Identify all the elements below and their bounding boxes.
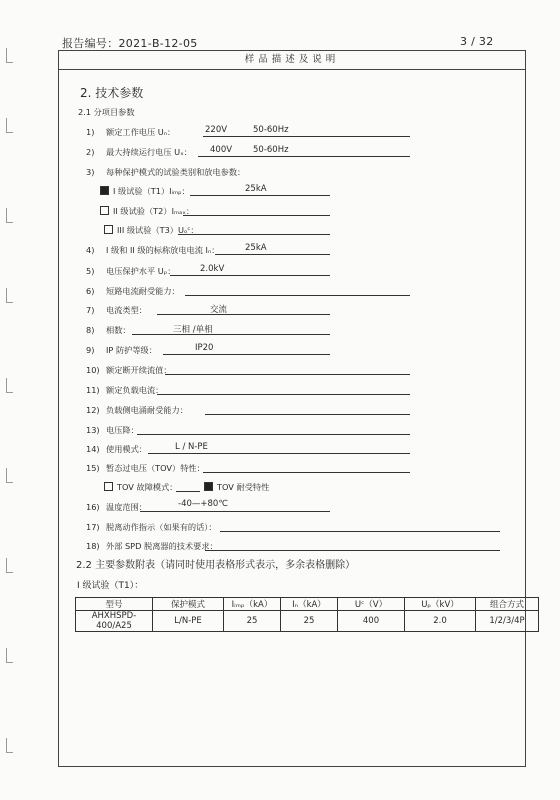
item-number: 1): [86, 127, 95, 137]
table-cell: AHXHSPD-400/A25: [76, 611, 153, 632]
table-header: Uᶜ（V）: [338, 598, 405, 611]
tov-option-label: TOV 耐受特性: [217, 482, 270, 492]
item-number: 18): [86, 541, 100, 551]
margin-mark: [6, 738, 13, 753]
table-cell: 2.0: [405, 611, 476, 632]
item-label: 温度范围：: [106, 502, 147, 512]
item-label: I 级和 II 级的标称放电电流 Iₙ：: [106, 245, 220, 255]
table-header: Uₚ（kV）: [405, 598, 476, 611]
item-label: 电流类型：: [106, 305, 147, 315]
item-value: 交流: [210, 305, 228, 315]
item-number: 11): [86, 385, 100, 395]
table-cell: L/N-PE: [153, 611, 224, 632]
fill-line: [198, 156, 410, 157]
fill-line: [137, 434, 410, 435]
margin-mark: [6, 648, 13, 663]
item-value: 400V: [210, 145, 233, 155]
item-label: 每种保护模式的试验类别和放电参数：: [106, 167, 246, 177]
item-label: 额定负载电流：: [106, 385, 164, 395]
fill-line: [203, 472, 410, 473]
item-label: IP 防护等级：: [106, 345, 157, 355]
item-label: 最大持续运行电压 Uₓ：: [106, 147, 192, 157]
fill-line: [185, 295, 410, 296]
tov-option-label: TOV 故障模式：: [117, 482, 178, 492]
fill-line: [220, 531, 500, 532]
item-label: 额定断开续流值：: [106, 365, 172, 375]
fill-line: [170, 275, 330, 276]
item-value: L / N-PE: [175, 442, 208, 452]
checkbox-checked-icon: [100, 186, 109, 195]
fill-line: [140, 511, 330, 512]
item-label: 脱离动作指示（如果有的话）：: [106, 522, 217, 532]
item-number: 6): [86, 286, 95, 296]
parameter-table: [75, 597, 539, 632]
item-number: 4): [86, 245, 95, 255]
report-number: 报告编号：2021-B-12-05: [62, 37, 198, 50]
item-number: 14): [86, 444, 100, 454]
test-class-label: I 级试验（T1）Iᵢₘₚ：: [113, 186, 190, 196]
table-header-row: [76, 598, 539, 611]
checkbox-unchecked-icon: [104, 225, 113, 234]
page-number: 3 / 32: [460, 35, 494, 48]
fill-line: [165, 374, 410, 375]
fill-line: [176, 491, 200, 492]
item-number: 17): [86, 522, 100, 532]
table-cell: 25: [281, 611, 338, 632]
item-label: 相数：: [106, 325, 131, 335]
table-cell: 1/2/3/4P: [476, 611, 539, 632]
item-number: 8): [86, 325, 95, 335]
item-label: 外部 SPD 脱离器的技术要求：: [106, 541, 218, 551]
table-cell: 400: [338, 611, 405, 632]
fill-line: [163, 354, 330, 355]
margin-mark: [6, 208, 13, 223]
fill-line: [132, 334, 330, 335]
fill-line: [148, 453, 410, 454]
item-value: 25kA: [245, 243, 267, 253]
test-class-option: [100, 185, 190, 197]
fill-line: [183, 215, 330, 216]
item-number: 3): [86, 167, 95, 177]
table-header: Iₙ（kA）: [281, 598, 338, 611]
item-number: 10): [86, 365, 100, 375]
item-value: 三相 /单相: [173, 325, 213, 335]
fill-line: [215, 254, 330, 255]
item-label: 使用模式：: [106, 444, 147, 454]
table-cell: 25: [224, 611, 281, 632]
item-label: 额定工作电压 Uₙ：: [106, 127, 176, 137]
test-class-label: III 级试验（T3）Uₒᶜ：: [117, 225, 199, 235]
checkbox-unchecked-icon: [100, 206, 109, 215]
subsection-2-2: 2.2 主要参数附表（请同时使用表格形式表示，多余表格删除）: [76, 560, 356, 571]
fill-line: [178, 234, 330, 235]
section-title: 样品描述及说明: [59, 51, 525, 70]
table-row: [76, 611, 539, 632]
item-label: 电压保护水平 Uₚ：: [106, 266, 176, 276]
item-value: IP20: [195, 343, 214, 353]
table-caption: I 级试验（T1）：: [77, 581, 144, 591]
item-number: 7): [86, 305, 95, 315]
margin-mark: [6, 288, 13, 303]
fill-line: [205, 414, 410, 415]
margin-mark: [6, 48, 13, 63]
test-class-label: II 级试验（T2）Iₘₐₓ：: [113, 206, 195, 216]
item-number: 15): [86, 463, 100, 473]
tov-option: [104, 481, 177, 493]
fill-line: [157, 394, 410, 395]
table-header: 型号: [76, 598, 153, 611]
table-header: Iᵢₘₚ（kA）: [224, 598, 281, 611]
checkbox-unchecked-icon: [104, 482, 113, 491]
margin-mark: [6, 118, 13, 133]
item-number: 2): [86, 147, 95, 157]
subsection-2-1: 2.1 分项目参数: [78, 107, 135, 117]
item-value: 50-60Hz: [253, 145, 289, 155]
item-number: 16): [86, 502, 100, 512]
table-header: 保护模式: [153, 598, 224, 611]
margin-mark: [6, 378, 13, 393]
test-class-option: [100, 205, 194, 217]
heading: 2. 技术参数: [80, 86, 144, 100]
item-label: 电压降：: [106, 425, 139, 435]
fill-line: [203, 136, 410, 137]
item-label: 暂态过电压（TOV）特性：: [106, 463, 205, 473]
fill-line: [190, 195, 330, 196]
item-label: 负载侧电涌耐受能力：: [106, 405, 188, 415]
item-number: 13): [86, 425, 100, 435]
item-value: -40—+80℃: [178, 499, 228, 509]
tov-option: [204, 481, 269, 493]
item-value: 50-60Hz: [253, 125, 289, 135]
item-number: 9): [86, 345, 95, 355]
table-header: 组合方式: [476, 598, 539, 611]
item-number: 5): [86, 266, 95, 276]
fill-line: [205, 550, 500, 551]
checkbox-checked-icon: [204, 482, 213, 491]
item-value: 2.0kV: [200, 264, 225, 274]
margin-mark: [6, 468, 13, 483]
item-number: 12): [86, 405, 100, 415]
item-label: 短路电流耐受能力：: [106, 286, 180, 296]
margin-mark: [6, 558, 13, 573]
fill-line: [157, 314, 330, 315]
item-value: 220V: [205, 125, 228, 135]
test-class-value: 25kA: [245, 184, 267, 194]
